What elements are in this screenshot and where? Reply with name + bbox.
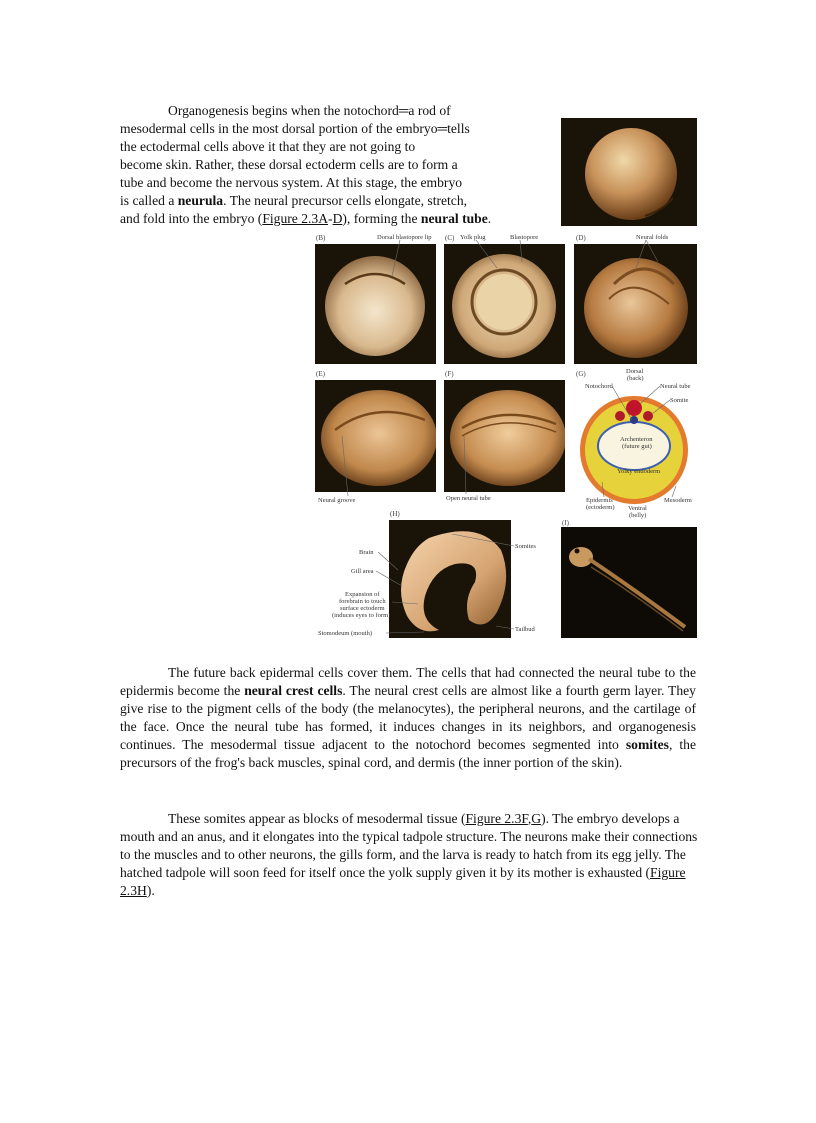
label-future-gut: (future gut)	[622, 443, 652, 450]
label-archenteron: Archenteron	[620, 436, 653, 443]
panel-label-c: (C)	[445, 234, 455, 242]
panel-b-image	[315, 244, 436, 364]
panel-label-f: (F)	[445, 370, 454, 378]
label-dorsal: Dorsal	[626, 368, 644, 375]
label-brain: Brain	[359, 549, 374, 556]
para1-line6-text: is called a	[120, 193, 178, 208]
label-ventral: Ventral	[628, 505, 647, 512]
label-epidermis: Epidermis	[586, 497, 613, 504]
term-neurula: neurula	[177, 193, 224, 208]
panel-a-image	[561, 118, 697, 226]
para3-comma: ,	[527, 811, 532, 826]
para1-line7	[120, 210, 530, 228]
paragraph-organogenesis	[120, 102, 530, 228]
neural-tube-shape	[626, 400, 642, 416]
link-figure-2-3h[interactable]: Figure 2.3H	[120, 865, 686, 898]
para1-line6	[120, 192, 530, 210]
label-mesoderm: Mesoderm	[664, 497, 692, 504]
label-belly: (belly)	[629, 512, 647, 519]
label-yolk-plug: Yolk plug	[460, 234, 486, 241]
label-notochord: Notochord	[585, 383, 613, 390]
label-tailbud: Tailbud	[515, 626, 535, 633]
term-neural-crest-cells: neural crest cells	[244, 683, 343, 698]
para1-line7-end: .	[487, 211, 492, 226]
label-back: (back)	[627, 375, 644, 382]
link-figure-2-3f[interactable]: Figure 2.3F	[465, 811, 528, 826]
somite-left	[615, 411, 625, 421]
panel-i-image	[561, 527, 697, 638]
label-expansion-4: (induces eyes to form)	[332, 612, 391, 619]
paragraph-somites	[120, 810, 700, 900]
para1-dash: -	[328, 211, 333, 226]
embryo-b-illustration	[315, 244, 436, 364]
label-neural-groove: Neural groove	[318, 497, 356, 504]
panel-d-image	[574, 244, 697, 364]
panel-label-g: (G)	[576, 370, 586, 378]
para1-line5: tube and become the nervous system. At this stage, the embryo	[120, 175, 463, 190]
para1-line6-text-end: . The neural precursor cells elongate, stretch,	[223, 193, 468, 208]
embryo-e-illustration	[315, 380, 436, 492]
label-dorsal-blastopore-lip: Dorsal blastopore lip	[377, 234, 432, 241]
embryo-d-illustration	[574, 244, 697, 364]
panel-e-image	[315, 380, 436, 492]
label-expansion-2: forebrain to touch	[339, 598, 386, 605]
embryo-a-illustration	[561, 118, 697, 226]
para3-text-1: These somites appear as blocks of mesodermal tissue (	[168, 811, 466, 826]
label-somite: Somite	[670, 397, 689, 404]
panel-label-i: (I)	[562, 519, 569, 527]
label-neural-folds: Neural folds	[636, 234, 669, 241]
label-expansion-1: Expansion of	[345, 591, 380, 598]
label-stomodeum: Stomodeum (mouth)	[318, 630, 372, 637]
label-neural-tube: Neural tube	[660, 383, 691, 390]
tailbud-embryo-illustration	[389, 520, 511, 638]
link-figure-2-3g[interactable]: G	[531, 811, 542, 826]
label-somites: Somites	[515, 543, 536, 550]
panel-label-h: (H)	[390, 510, 400, 518]
label-gill-area: Gill area	[351, 568, 374, 575]
label-blastopore: Blastopore	[510, 234, 539, 241]
panel-c-image	[444, 244, 565, 364]
tadpole-illustration	[561, 527, 697, 638]
somite-right	[643, 411, 653, 421]
para1-line3: the ectodermal cells above it that they are not going to	[120, 139, 416, 154]
panel-label-b: (B)	[316, 234, 326, 242]
panel-h-image	[389, 520, 511, 638]
notochord-shape	[630, 416, 638, 424]
label-open-neural-tube: Open neural tube	[446, 495, 491, 502]
label-expansion-3: surface ectoderm	[340, 605, 385, 612]
para1-line7-text: and fold into the embryo (	[120, 211, 263, 226]
term-neural-tube: neural tube	[420, 211, 488, 226]
para1-line1: Organogenesis begins when the notochord═a rod of	[168, 103, 451, 118]
label-ectoderm: (ectoderm)	[586, 504, 615, 511]
para1-line7-mid: ), forming the	[342, 211, 421, 226]
embryo-f-illustration	[444, 380, 565, 492]
para2-text-1: The future back epidermal cells cover them. The cells that had connected the neural tube to the epidermis become the	[120, 665, 696, 698]
para1-line2: mesodermal cells in the most dorsal portion of the embryo═tells	[120, 121, 470, 136]
para3-text-3: ).	[146, 883, 155, 898]
label-yolky-endoderm: Yolky endoderm	[617, 468, 661, 475]
term-somites: somites	[625, 737, 669, 752]
link-figure-2-3a[interactable]: Figure 2.3A	[262, 211, 329, 226]
paragraph-neural-crest	[120, 664, 696, 772]
panel-f-image	[444, 380, 565, 492]
para1-line4: become skin. Rather, these dorsal ectoderm cells are to form a	[120, 157, 458, 172]
embryo-c-illustration	[444, 244, 565, 364]
para2-text-2: . The neural crest cells are almost like a fourth germ layer. They give rise to the pigment cells of the body (the melanocytes), the peripheral neurons, and the cartilage of the face. Once the neural tube has formed, it induces changes in its neighbors, and organogenesis continues. The mesodermal tissue adjacent to the notochord becomes segmented into	[120, 683, 696, 752]
panel-label-d: (D)	[576, 234, 586, 242]
link-figure-2-3d[interactable]: D	[332, 211, 343, 226]
para2-text-3: , the precursors of the frog's back muscles, spinal cord, and dermis (the inner portion of the skin).	[120, 737, 697, 770]
panel-label-e: (E)	[316, 370, 325, 378]
para3-text-2: ). The embryo develops a mouth and an anus, and it elongates into the typical tadpole structure. The neurons make their connections to the muscles and to other neurons, the gills form, and the larva is ready to hatch from its egg jelly. The hatched tadpole will soon feed for itself once the yolk supply given it by its mother is exhausted (	[120, 811, 698, 880]
